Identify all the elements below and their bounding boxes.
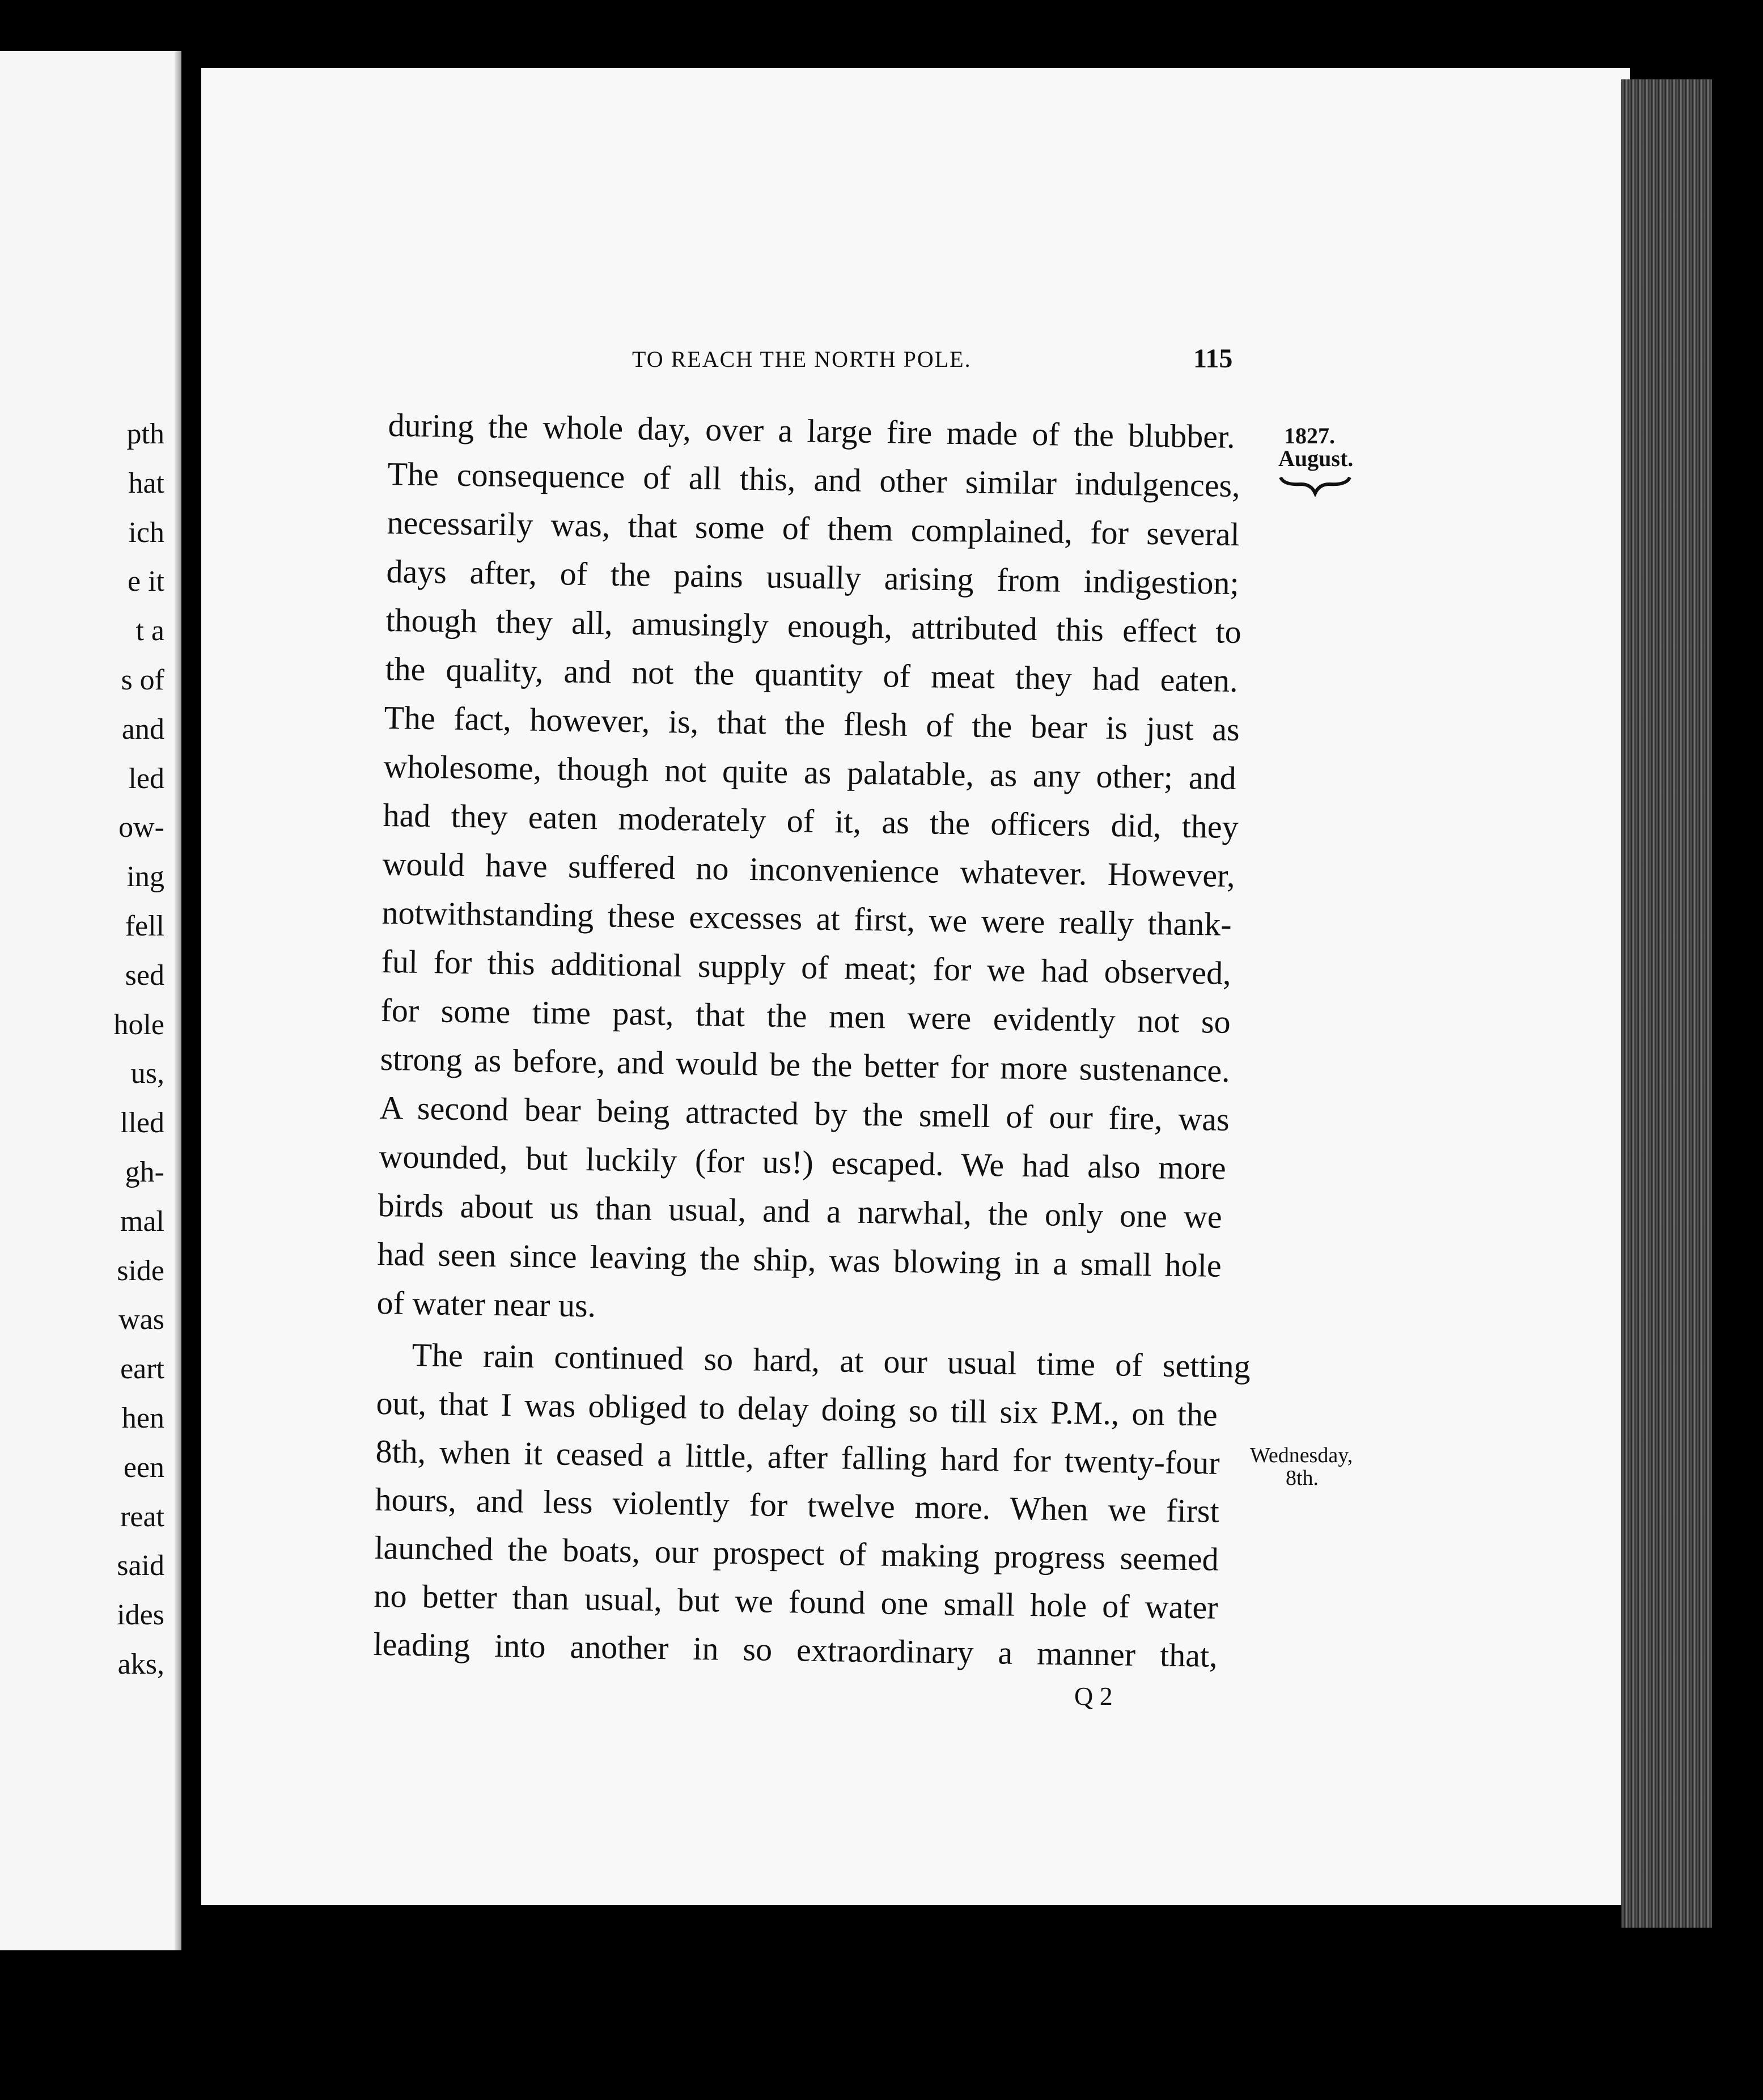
body-line: A second bear being attracted by the smell of our fire, was (379, 1089, 1230, 1138)
margin-note-day-number: 8th. (1286, 1466, 1319, 1490)
left-page-fragment: hen (121, 1402, 164, 1434)
left-page-fragment: lled (120, 1107, 164, 1140)
body-line: The fact, however, is, that the flesh of the bear is just as (384, 699, 1240, 748)
running-title: TO REACH THE NORTH POLE. (632, 346, 972, 372)
left-page-fragment: een (123, 1451, 164, 1484)
body-line: notwithstanding these excesses at first, we were really thank- (382, 894, 1232, 943)
body-line: strong as before, and would be the better for more sustenance. (379, 1040, 1230, 1089)
body-line: hours, and less violently for twelve more. When we first (375, 1481, 1220, 1530)
left-page-fragment: pth (126, 418, 164, 450)
brace-icon (1278, 474, 1352, 497)
body-line: out, that I was obliged to delay doing so till six P.M., on the (376, 1385, 1218, 1433)
left-page-fragment: gh- (125, 1156, 164, 1188)
signature-mark: Q 2 (1074, 1682, 1113, 1711)
margin-note-day-name: Wednesday, (1250, 1443, 1353, 1467)
left-page-fragment: aks, (117, 1648, 164, 1680)
body-line: during the whole day, over a large fire made of the blubber. (388, 407, 1236, 455)
left-page-fragment: reat (120, 1500, 164, 1533)
left-page-fragment: sed (125, 959, 164, 992)
left-page-edge (175, 51, 181, 1950)
body-line: days after, of the pains usually arising from indigestion; (385, 553, 1239, 602)
left-page-fragment: eart (120, 1353, 164, 1386)
left-page-fragment: hole (113, 1008, 164, 1041)
left-page-fragment: t a (135, 615, 164, 647)
left-page-fragment: us, (130, 1057, 164, 1090)
left-page-fragment: and (121, 713, 164, 746)
body-line: birds about us than usual, and a narwhal, the only one we (378, 1187, 1223, 1235)
body-line: wounded, but luckily (for us!) escaped. We had also more (378, 1138, 1226, 1187)
body-line: The rain continued so hard, at our usual time of setting (412, 1336, 1251, 1385)
left-page-fragment: s of (121, 664, 164, 696)
body-line: ful for this additional supply of meat; for we had observed, (381, 943, 1231, 992)
body-line: had seen since leaving the ship, was blowing in a small hole (377, 1235, 1222, 1284)
left-page-fragment: ow- (118, 811, 164, 844)
body-line: 8th, when it ceased a little, after falling hard for twenty-four (375, 1433, 1220, 1481)
left-page-fragment: ides (117, 1599, 164, 1632)
left-page-fragment: fell (125, 910, 164, 942)
body-line: for some time past, that the men were evidently not so (380, 992, 1231, 1040)
left-page (0, 51, 181, 1950)
page-edge-stack (1621, 79, 1712, 1928)
body-line: would have suffered no inconvenience whatever. However, (382, 845, 1236, 894)
left-page-fragment: side (117, 1254, 164, 1287)
left-page-fragment: said (117, 1549, 164, 1582)
left-page-fragment: e it (128, 565, 164, 598)
body-line: no better than usual, but we found one small hole of water (374, 1577, 1219, 1626)
page-number: 115 (1193, 344, 1233, 374)
left-page-fragment: led (128, 762, 164, 795)
left-page-fragment: ich (128, 516, 164, 549)
body-line: wholesome, though not quite as palatable, as any other; and (383, 748, 1237, 797)
body-line: leading into another in so extraordinary a manner that, (373, 1625, 1218, 1674)
body-line: had they eaten moderately of it, as the officers did, they (383, 797, 1239, 846)
left-page-fragment: hat (128, 467, 164, 499)
body-line: necessarily was, that some of them complained, for several (386, 504, 1240, 553)
left-page-fragment: was (118, 1303, 164, 1336)
body-line: of water near us. (376, 1284, 596, 1324)
body-line: though they all, amusingly enough, attributed this effect to (385, 602, 1241, 651)
left-page-fragment: mal (120, 1205, 164, 1238)
body-line: the quality, and not the quantity of meat they had eaten. (384, 650, 1238, 699)
body-line: launched the boats, our prospect of making progress seemed (374, 1529, 1219, 1578)
body-line: The consequence of all this, and other similar indulgences, (387, 455, 1240, 504)
margin-note-year: 1827. (1284, 423, 1335, 448)
left-page-fragment: ing (126, 861, 164, 894)
margin-note-month: August. (1278, 446, 1354, 471)
